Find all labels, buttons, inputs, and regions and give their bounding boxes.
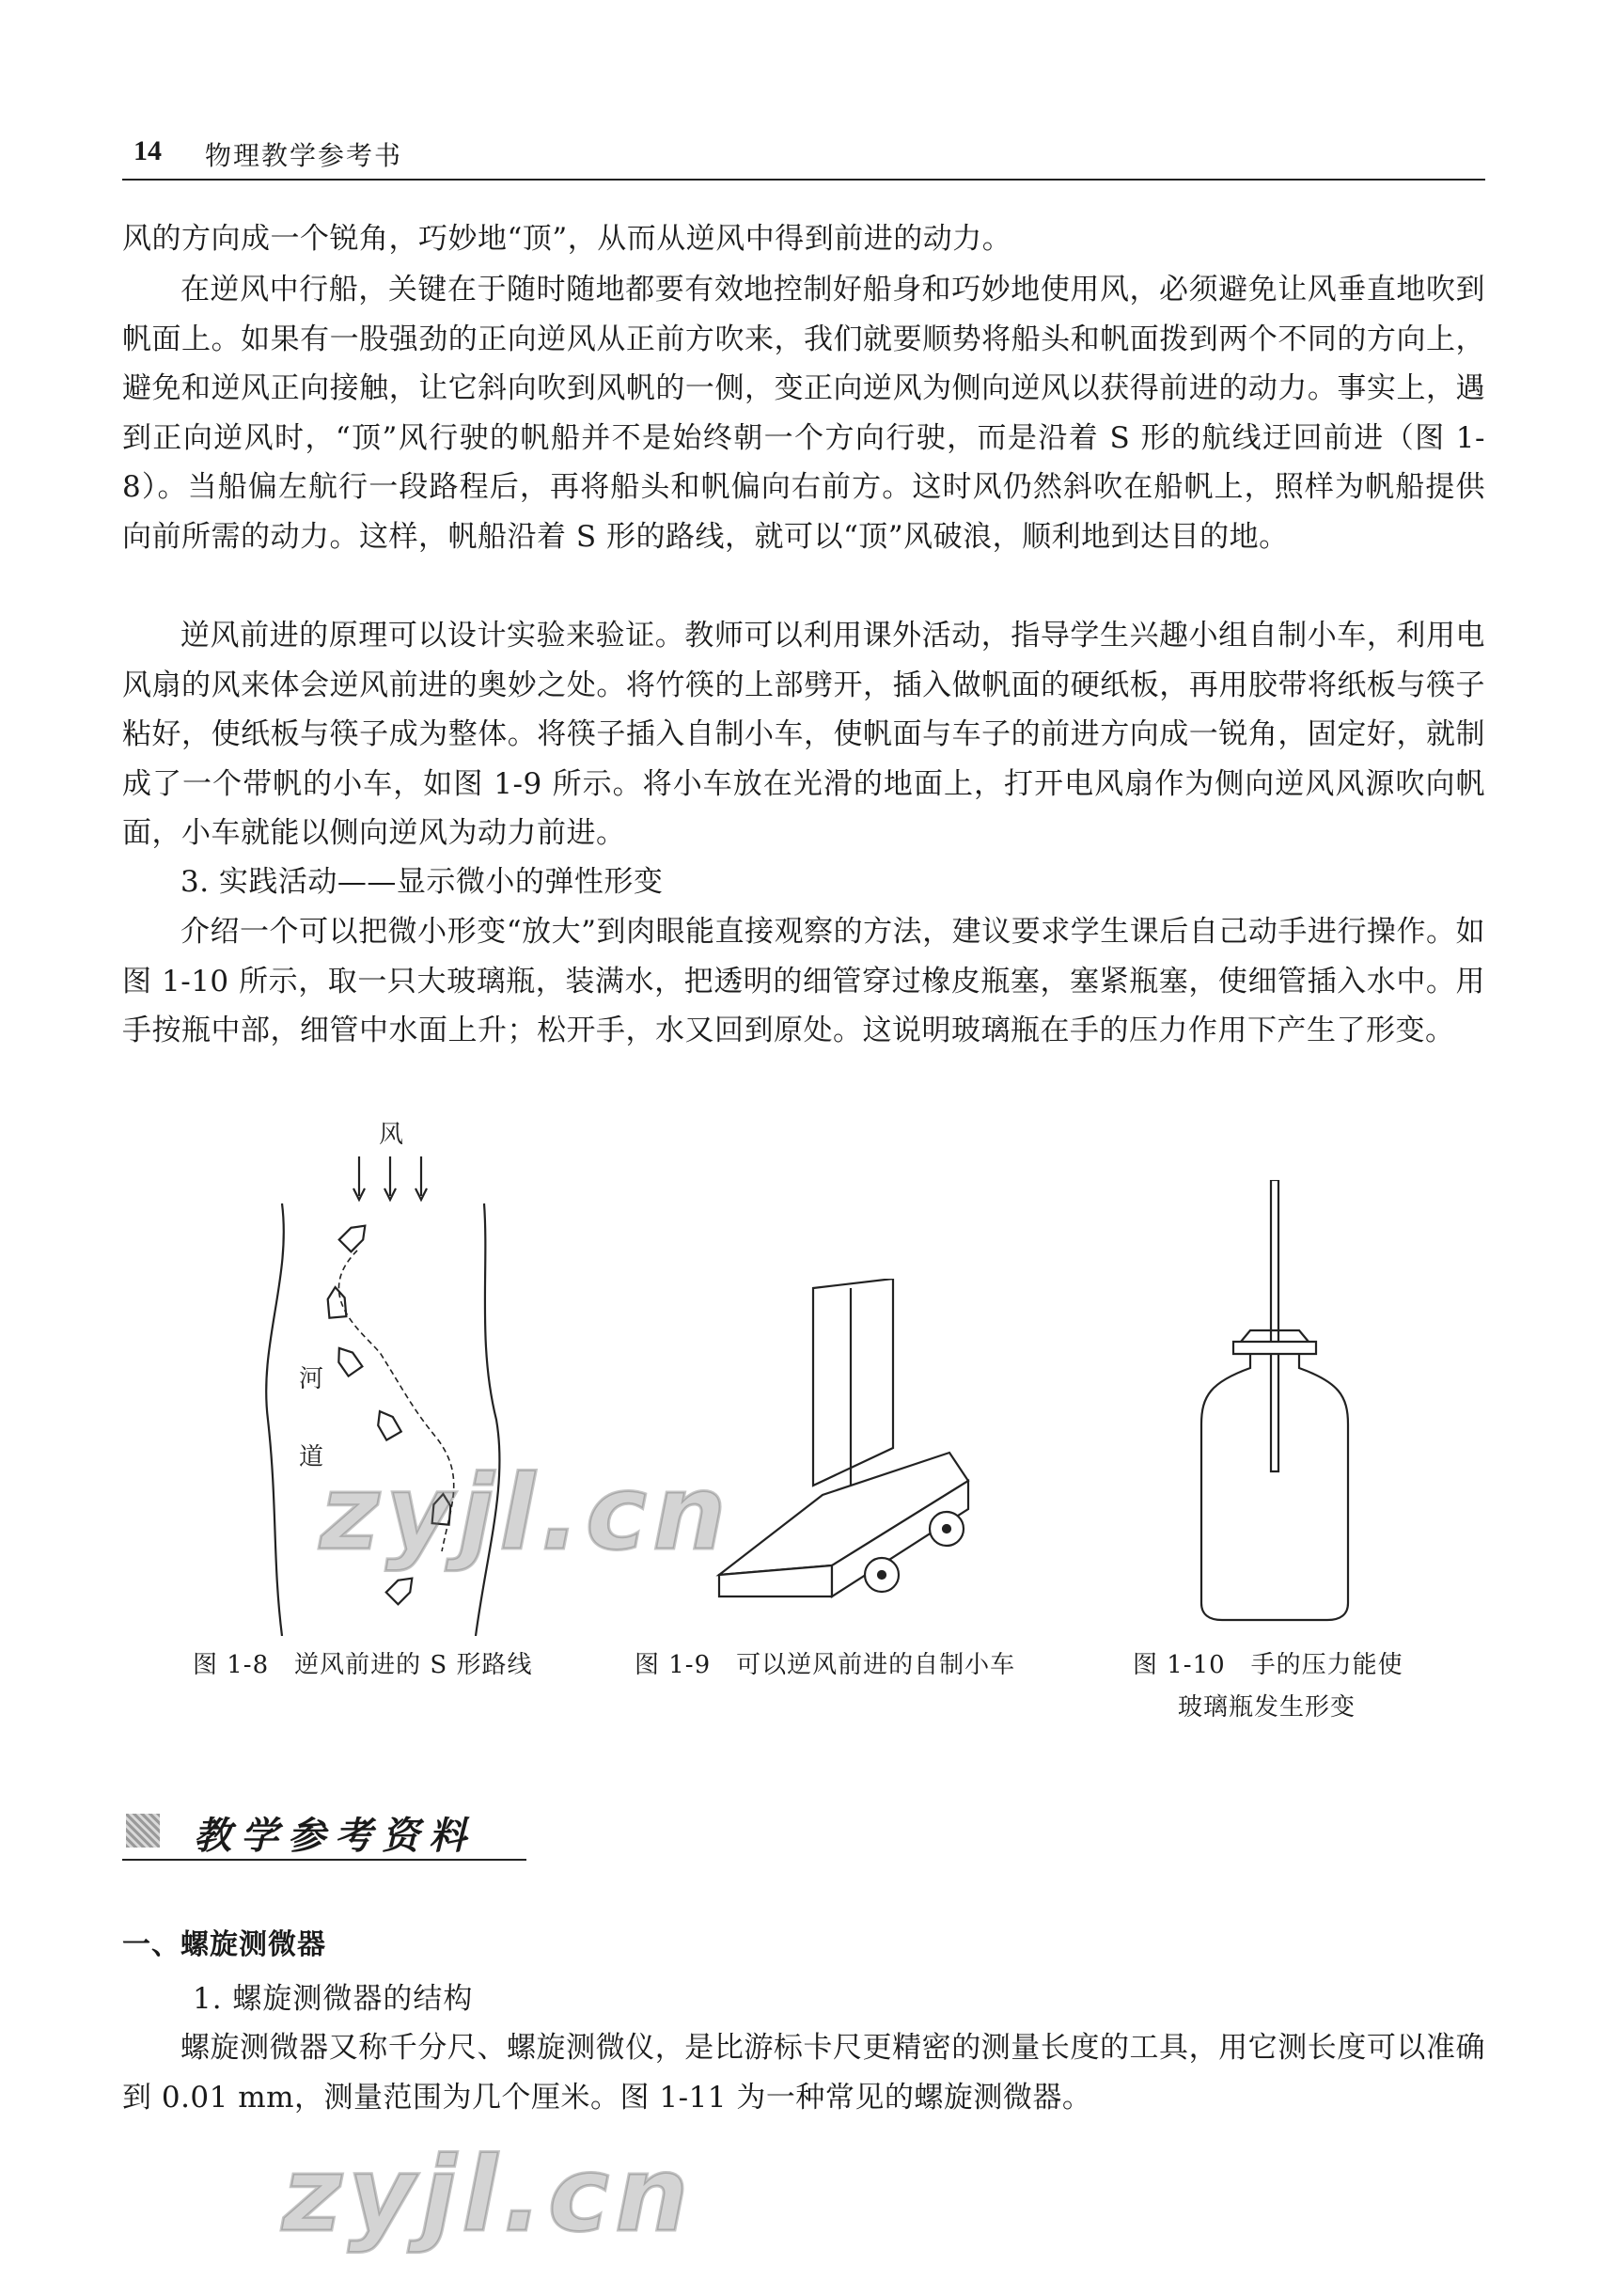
subsection-subheading: 1. 螺旋测微器的结构 bbox=[193, 1982, 474, 2016]
section-title: 教学参考资料 bbox=[194, 1815, 476, 1858]
section-header bbox=[122, 1810, 526, 1861]
river-label-1: 河 bbox=[299, 1365, 324, 1393]
river-label-2: 道 bbox=[299, 1443, 324, 1471]
paragraph-4-heading: 3. 实践活动——显示微小的弹性形变 bbox=[180, 865, 664, 899]
figure-1-10 bbox=[1184, 1180, 1372, 1631]
paragraph-2: 在逆风中行船，关键在于随时随地都要有效地控制好船身和巧妙地使用风，必须避免让风垂直地吹到帆面上。如果有一股强劲的正向逆风从正前方吹来，我们就要顺势将船头和帆面拨到两个不同的方向上，避免和逆风正向接触，让它斜向吹到风帆的一侧，变正向逆风为侧向逆风以获得前进的动力。事实上，遇到正向逆风时，“顶”风行驶的帆船并不是始终朝一个方向行驶，而是沿着 S 形的航线迂回前进（图 1-8）。当船偏左航行一段路程后，再将船头和帆偏向右前方。这时风仍然斜吹在船帆上，照样为帆船提供向前所需的动力。这样，帆船沿着 S 形的路线，就可以“顶”风破浪，顺利地到达目的地。 bbox=[122, 273, 1485, 554]
page-number: 14 bbox=[133, 135, 162, 166]
subsection-heading: 一、螺旋测微器 bbox=[122, 1928, 326, 1961]
paragraph-5: 介绍一个可以把微小形变“放大”到肉眼能直接观察的方法，建议要求学生课后自己动手进行操作。如图 1-10 所示，取一只大玻璃瓶，装满水，把透明的细管穿过橡皮瓶塞，塞紧瓶塞，使细管插入水中。用手按瓶中部，细管中水面上升；松开手，水又回到原处。这说明玻璃瓶在手的压力作用下产生了形变。 bbox=[122, 915, 1485, 1047]
watermark-2: zyjl.cn bbox=[282, 2134, 695, 2255]
paragraph-3: 逆风前进的原理可以设计实验来验证。教师可以利用课外活动，指导学生兴趣小组自制小车，利用电风扇的风来体会逆风前进的奥妙之处。将竹筷的上部劈开，插入做帆面的硬纸板，再用胶带将纸板与筷子粘好，使纸板与筷子成为整体。将筷子插入自制小车，使帆面与车子的前进方向成一锐角，固定好，就制成了一个带帆的小车，如图 1-9 所示。将小车放在光滑的地面上，打开电风扇作为侧向逆风风源吹向帆面，小车就能以侧向逆风为动力前进。 bbox=[122, 619, 1485, 850]
page-header bbox=[122, 130, 1485, 181]
caption-fig-1-10-line-1: 图 1-10 手的压力能使 bbox=[1133, 1651, 1403, 1679]
section-marker-icon bbox=[126, 1814, 160, 1848]
caption-fig-1-10-line-2: 玻璃瓶发生形变 bbox=[1178, 1693, 1356, 1722]
subsection-paragraph: 螺旋测微器又称千分尺、螺旋测微仪，是比游标卡尺更精密的测量长度的工具，用它测长度可以准确到 0.01 mm，测量范围为几个厘米。图 1-11 为一种常见的螺旋测微器。 bbox=[122, 2031, 1485, 2115]
book-title: 物理教学参考书 bbox=[205, 140, 403, 171]
paragraph-1: 风的方向成一个锐角，巧妙地“顶”，从而从逆风中得到前进的动力。 bbox=[122, 222, 1012, 256]
caption-fig-1-8: 图 1-8 逆风前进的 S 形路线 bbox=[193, 1651, 533, 1679]
watermark-1: zyjl.cn bbox=[320, 1453, 732, 1573]
wind-label: 风 bbox=[379, 1121, 404, 1149]
figure-1-9 bbox=[700, 1279, 982, 1617]
caption-fig-1-9: 图 1-9 可以逆风前进的自制小车 bbox=[635, 1651, 1016, 1679]
